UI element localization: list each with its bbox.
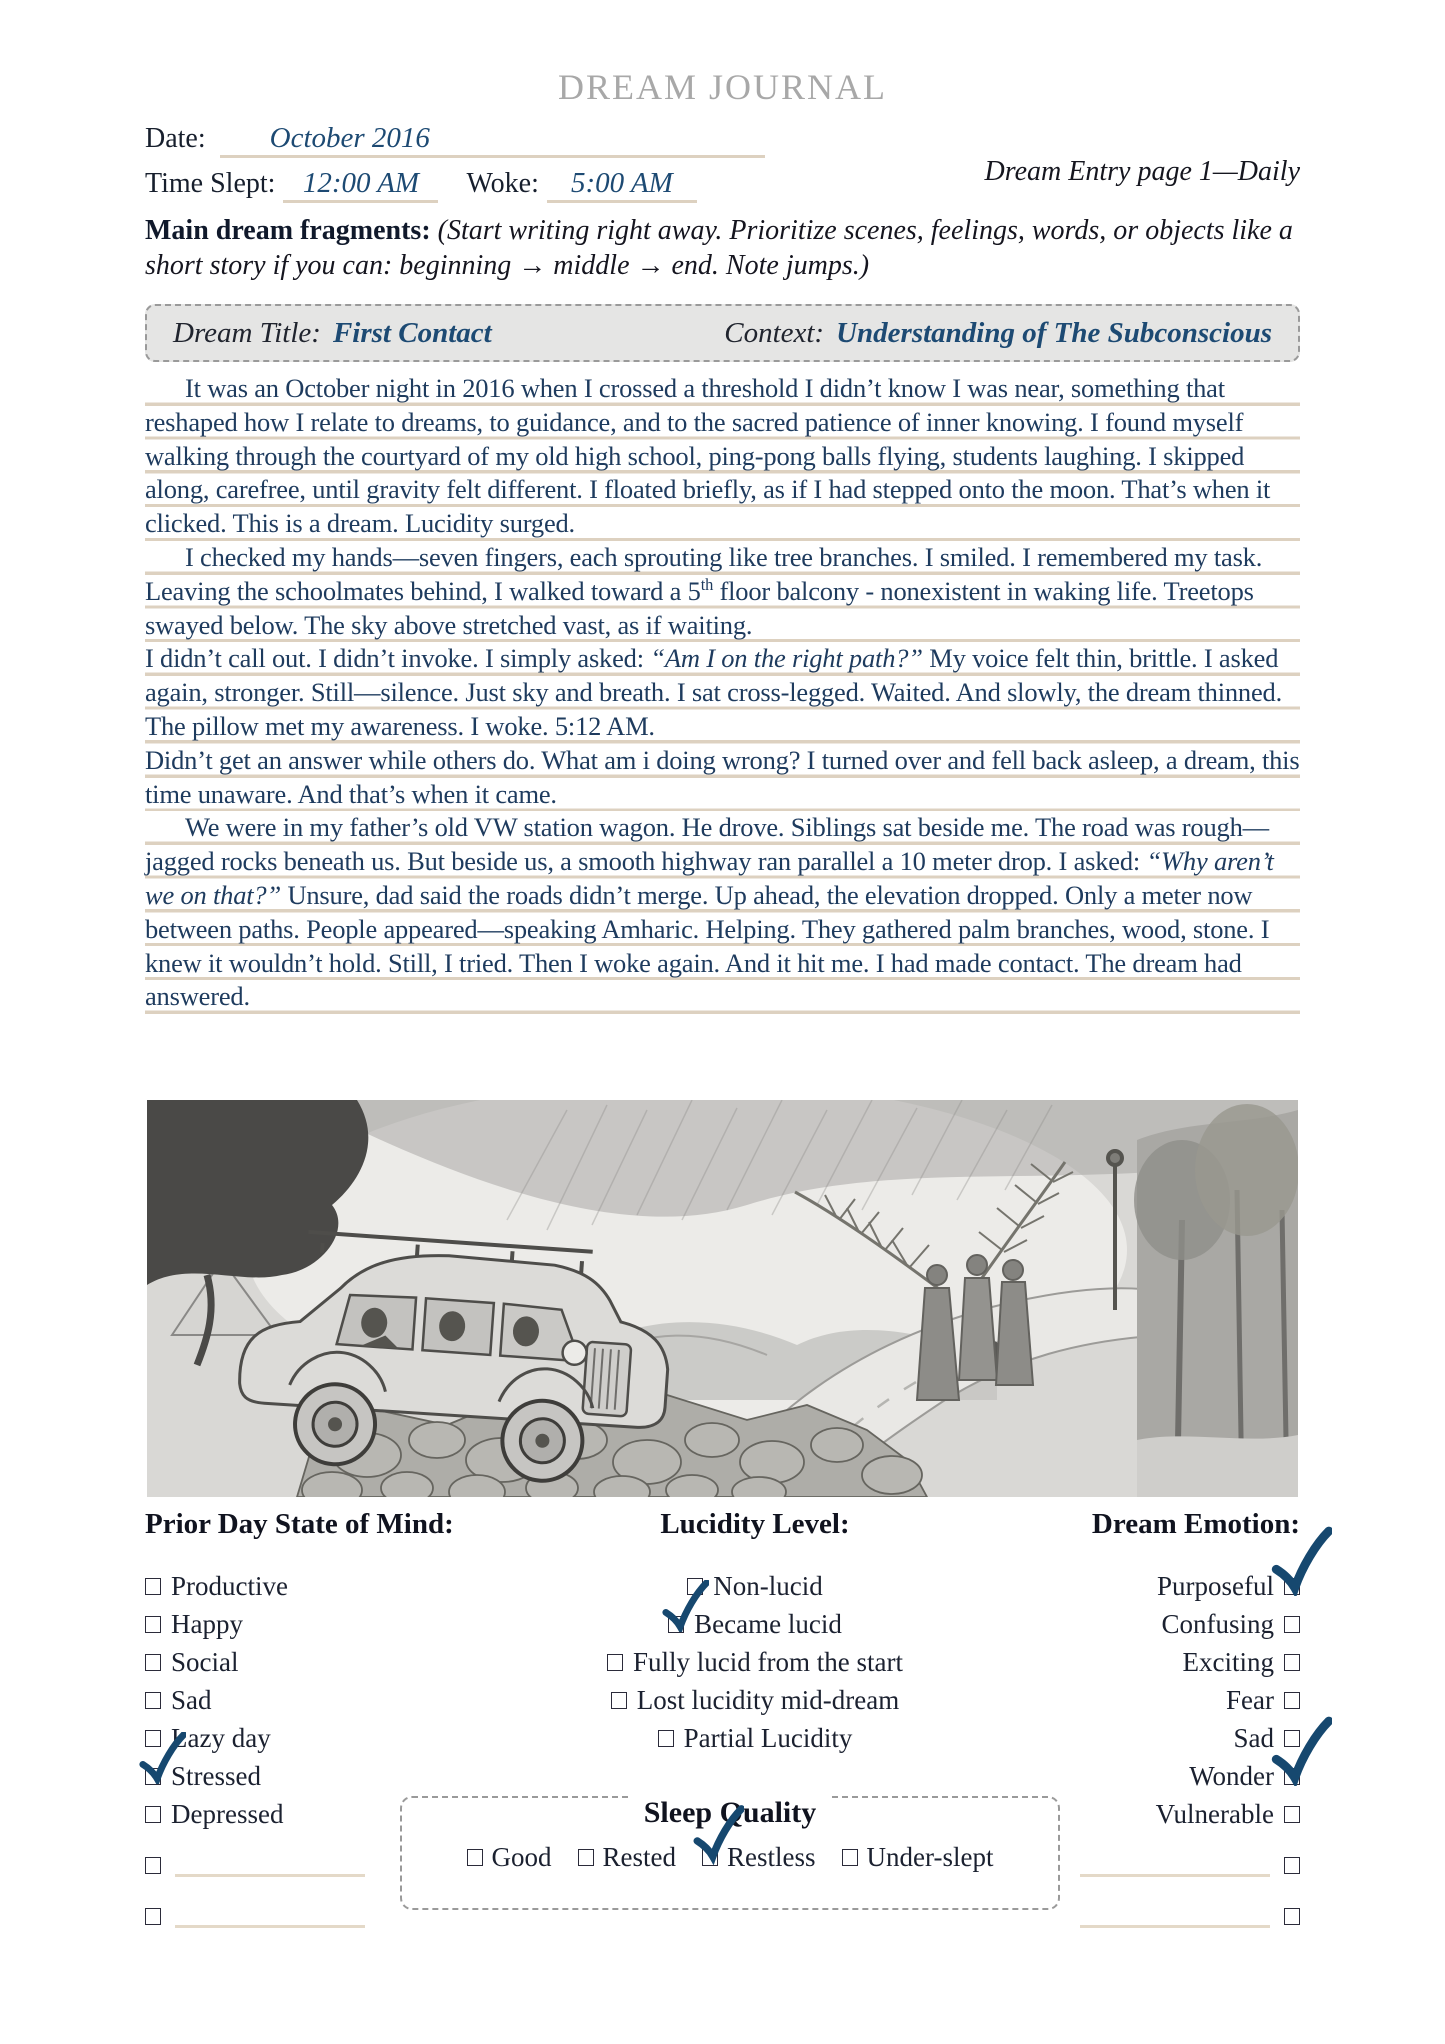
emotion-checkbox-wonder[interactable] [1284, 1768, 1300, 1785]
prior-day-checkbox-happy[interactable] [145, 1616, 161, 1633]
dream-illustration-svg [147, 1100, 1298, 1497]
lucidity-item-lost-lucidity-mid-dream [500, 1681, 1010, 1719]
woke-label: Woke: [466, 168, 539, 199]
date-label: Date: [145, 123, 206, 154]
checkbox-icon [1284, 1616, 1300, 1633]
prior-day-write-in-line[interactable] [175, 1854, 365, 1877]
lucidity-checkbox-lost-lucidity-mid-dream[interactable] [611, 1692, 627, 1709]
fragments-instruction [145, 213, 1300, 283]
emotion-label-vulnerable: Vulnerable [1155, 1798, 1274, 1829]
lucidity-item-partial-lucidity [500, 1719, 1010, 1757]
sleep-quality-checkbox-rested[interactable] [578, 1849, 594, 1866]
prior-day-label-depressed: Depressed [171, 1798, 284, 1829]
sleep-quality-title: Sleep Quality [628, 1796, 833, 1830]
lucidity-item-became-lucid [500, 1605, 1010, 1643]
prior-day-checkbox-lazy-day[interactable] [145, 1730, 161, 1747]
prior-day-label-happy: Happy [171, 1608, 243, 1639]
checkbox-icon [702, 1849, 718, 1866]
entry-paragraph-2: I checked my hands—seven fingers, each sprouting like tree branches. I smiled. I remembered my task. Leaving the schoolmates behind, I walked toward a 5th floor balcony - nonexistent in waking life. Treetops swayed below. The sky above stretched vast, as if waiting. [145, 541, 1300, 642]
emotion-write-in-line[interactable] [1080, 1905, 1270, 1928]
entry-page-label: Dream Entry page 1—Daily [984, 156, 1300, 187]
emotion-item-wonder [970, 1757, 1300, 1795]
checkbox-icon [1284, 1806, 1300, 1823]
dream-entry-text[interactable] [145, 372, 1300, 1014]
emotion-label-wonder: Wonder [1189, 1760, 1274, 1791]
prior-day-checkbox-social[interactable] [145, 1654, 161, 1671]
emotion-label-confusing: Confusing [1161, 1608, 1274, 1639]
lucidity-item-non-lucid [500, 1567, 1010, 1605]
checkbox-icon [467, 1849, 483, 1866]
checkbox-icon [145, 1768, 161, 1785]
entry-paragraph-3: I didn’t call out. I didn’t invoke. I simply asked: “Am I on the right path?” My voice felt thin, brittle. I asked again, stronger. Still—silence. Just sky and breath. I sat cross-legged. Waited. And slowly, the dream thinned. The pillow met my awareness. I woke. 5:12 AM. [145, 642, 1300, 743]
lucidity-column [500, 1508, 1010, 1757]
emotion-item-confusing [970, 1605, 1300, 1643]
prior-day-label-lazy-day: Lazy day [171, 1722, 271, 1753]
prior-day-checkbox-depressed[interactable] [145, 1806, 161, 1823]
lucidity-label-non-lucid: Non-lucid [713, 1570, 823, 1601]
prior-day-item-happy [145, 1605, 485, 1643]
entry-paragraph-4: Didn’t get an answer while others do. What am i doing wrong? I turned over and fell back asleep, a dream, this time unaware. And that’s when it came. [145, 744, 1300, 812]
sleep-quality-label-rested: Rested [602, 1842, 677, 1872]
fragments-hint: (Start writing right away. Prioritize scenes, feelings, words, or objects like a short story if you can: beginning → middle → end. Note jumps.) [145, 215, 1293, 281]
dream-emotion-header: Dream Emotion: [1091, 1508, 1300, 1540]
dream-title-box [145, 304, 1300, 362]
emotion-item-fear [970, 1681, 1300, 1719]
prior-day-item-sad [145, 1681, 485, 1719]
emotion-label-purposeful: Purposeful [1157, 1570, 1274, 1601]
checkbox-icon [145, 1908, 161, 1925]
prior-day-label-stressed: Stressed [171, 1760, 261, 1791]
prior-day-item-lazy-day [145, 1719, 485, 1757]
checkbox-icon [145, 1857, 161, 1874]
checkbox-icon [1284, 1857, 1300, 1874]
lucidity-checkbox-partial-lucidity[interactable] [658, 1730, 674, 1747]
sleep-quality-item-good [467, 1842, 552, 1873]
sketch-right-forest [1134, 1104, 1298, 1497]
emotion-checkbox-blank-8[interactable] [1284, 1908, 1300, 1925]
prior-day-label-sad: Sad [171, 1684, 212, 1715]
lucidity-label-partial-lucidity: Partial Lucidity [683, 1722, 853, 1753]
page-title: DREAM JOURNAL [557, 67, 887, 108]
dream-title-value[interactable]: First Contact [332, 316, 492, 349]
checkbox-icon [145, 1692, 161, 1709]
sleep-quality-checkbox-restless[interactable] [702, 1849, 718, 1866]
emotion-write-in-line[interactable] [1080, 1854, 1270, 1877]
sleep-quality-checkbox-good[interactable] [467, 1849, 483, 1866]
lucidity-header: Lucidity Level: [660, 1508, 850, 1540]
dream-title-label: Dream Title: [173, 316, 321, 349]
date-field[interactable]: October 2016 [220, 122, 765, 158]
emotion-checkbox-purposeful[interactable] [1284, 1578, 1300, 1595]
dream-title-pair [173, 317, 492, 350]
emotion-label-exciting: Exciting [1182, 1646, 1274, 1677]
checklist-section [145, 1508, 1300, 2044]
prior-day-checkbox-blank-7[interactable] [145, 1857, 161, 1874]
sleep-quality-label-good: Good [491, 1842, 552, 1872]
lucidity-checkbox-fully-lucid-from-the-start[interactable] [607, 1654, 623, 1671]
prior-day-checkbox-productive[interactable] [145, 1578, 161, 1595]
time-slept-label: Time Slept: [145, 168, 276, 199]
emotion-checkbox-blank-7[interactable] [1284, 1857, 1300, 1874]
emotion-checkbox-confusing[interactable] [1284, 1616, 1300, 1633]
lucidity-item-fully-lucid-from-the-start [500, 1643, 1010, 1681]
prior-day-label-social: Social [171, 1646, 239, 1677]
checkbox-icon [1284, 1654, 1300, 1671]
dream-illustration [147, 1100, 1298, 1497]
lucidity-label-fully-lucid-from-the-start: Fully lucid from the start [633, 1646, 903, 1677]
lucidity-label-lost-lucidity-mid-dream: Lost lucidity mid-dream [636, 1684, 900, 1715]
entry-paragraph-1: It was an October night in 2016 when I crossed a threshold I didn’t know I was near, something that reshaped how I relate to dreams, to guidance, and to the sacred patience of inner knowing. I found myself walking through the courtyard of my old high school, ping-pong balls flying, students laughing. I skipped along, carefree, until gravity felt different. I floated briefly, as if I had stepped onto the moon. That’s when it clicked. This is a dream. Lucidity surged. [145, 372, 1300, 541]
sleep-quality-checkbox-under-slept[interactable] [842, 1849, 858, 1866]
sleep-quality-item-under-slept [842, 1842, 994, 1873]
emotion-label-fear: Fear [1226, 1684, 1274, 1715]
checkbox-icon [145, 1578, 161, 1595]
sleep-quality-item-restless [702, 1842, 816, 1873]
prior-day-checkbox-sad[interactable] [145, 1692, 161, 1709]
entry-paragraph-5: We were in my father’s old VW station wagon. He drove. Siblings sat beside me. The road was rough—jagged rocks beneath us. But beside us, a smooth highway ran parallel a 10 meter drop. I asked: “Why aren’t we on that?” Unsure, dad said the roads didn’t merge. Up ahead, the elevation dropped. Only a meter now between paths. People appeared—speaking Amharic. Helping. They gathered palm branches, wood, stone. I knew it wouldn’t hold. Still, I tried. Then I woke again. And it hit me. I had made contact. The dream had answered. [145, 811, 1300, 1014]
prior-day-item-productive [145, 1567, 485, 1605]
lucidity-label-became-lucid: Became lucid [694, 1608, 842, 1639]
time-slept-field[interactable]: 12:00 AM [283, 167, 438, 203]
emotion-item-sad [970, 1719, 1300, 1757]
woke-field[interactable]: 5:00 AM [547, 167, 697, 203]
prior-day-write-in-line[interactable] [175, 1905, 365, 1928]
emotion-label-sad: Sad [1233, 1722, 1274, 1753]
checkbox-icon [1284, 1730, 1300, 1747]
emotion-checkbox-vulnerable[interactable] [1284, 1806, 1300, 1823]
prior-day-item-social [145, 1643, 485, 1681]
sleep-quality-label-restless: Restless [727, 1842, 816, 1872]
checkbox-icon [611, 1692, 627, 1709]
checkbox-icon [145, 1806, 161, 1823]
context-label: Context: [724, 316, 825, 349]
emotion-item-exciting [970, 1643, 1300, 1681]
emotion-checkbox-exciting[interactable] [1284, 1654, 1300, 1671]
context-pair [724, 317, 1272, 350]
sleep-quality-item-rested [578, 1842, 677, 1873]
checkbox-icon [145, 1616, 161, 1633]
checkbox-icon [687, 1578, 703, 1595]
checkbox-icon [658, 1730, 674, 1747]
prior-day-checkbox-blank-8[interactable] [145, 1908, 161, 1925]
prior-day-label-productive: Productive [171, 1570, 288, 1601]
fragments-label: Main dream fragments: [145, 215, 431, 246]
checkbox-icon [1284, 1578, 1300, 1595]
prior-day-header: Prior Day State of Mind: [145, 1508, 454, 1540]
prior-day-checkbox-stressed[interactable] [145, 1768, 161, 1785]
meta-fields [145, 122, 1300, 283]
checkbox-icon [145, 1654, 161, 1671]
prior-day-item-stressed [145, 1757, 485, 1795]
checkbox-icon [1284, 1692, 1300, 1709]
checkbox-icon [842, 1849, 858, 1866]
date-row [145, 122, 1300, 158]
sleep-quality-box [400, 1796, 1060, 1910]
checkbox-icon [578, 1849, 594, 1866]
lucidity-checkbox-became-lucid[interactable] [668, 1616, 684, 1633]
emotion-checkbox-fear[interactable] [1284, 1692, 1300, 1709]
context-value[interactable]: Understanding of The Subconscious [836, 316, 1272, 349]
lucidity-checkbox-non-lucid[interactable] [687, 1578, 703, 1595]
checkbox-icon [1284, 1768, 1300, 1785]
emotion-item-purposeful [970, 1567, 1300, 1605]
checkbox-icon [668, 1616, 684, 1633]
emotion-checkbox-sad[interactable] [1284, 1730, 1300, 1747]
checkbox-icon [607, 1654, 623, 1671]
sleep-quality-label-under-slept: Under-slept [866, 1842, 994, 1872]
checkbox-icon [145, 1730, 161, 1747]
checkbox-icon [1284, 1908, 1300, 1925]
